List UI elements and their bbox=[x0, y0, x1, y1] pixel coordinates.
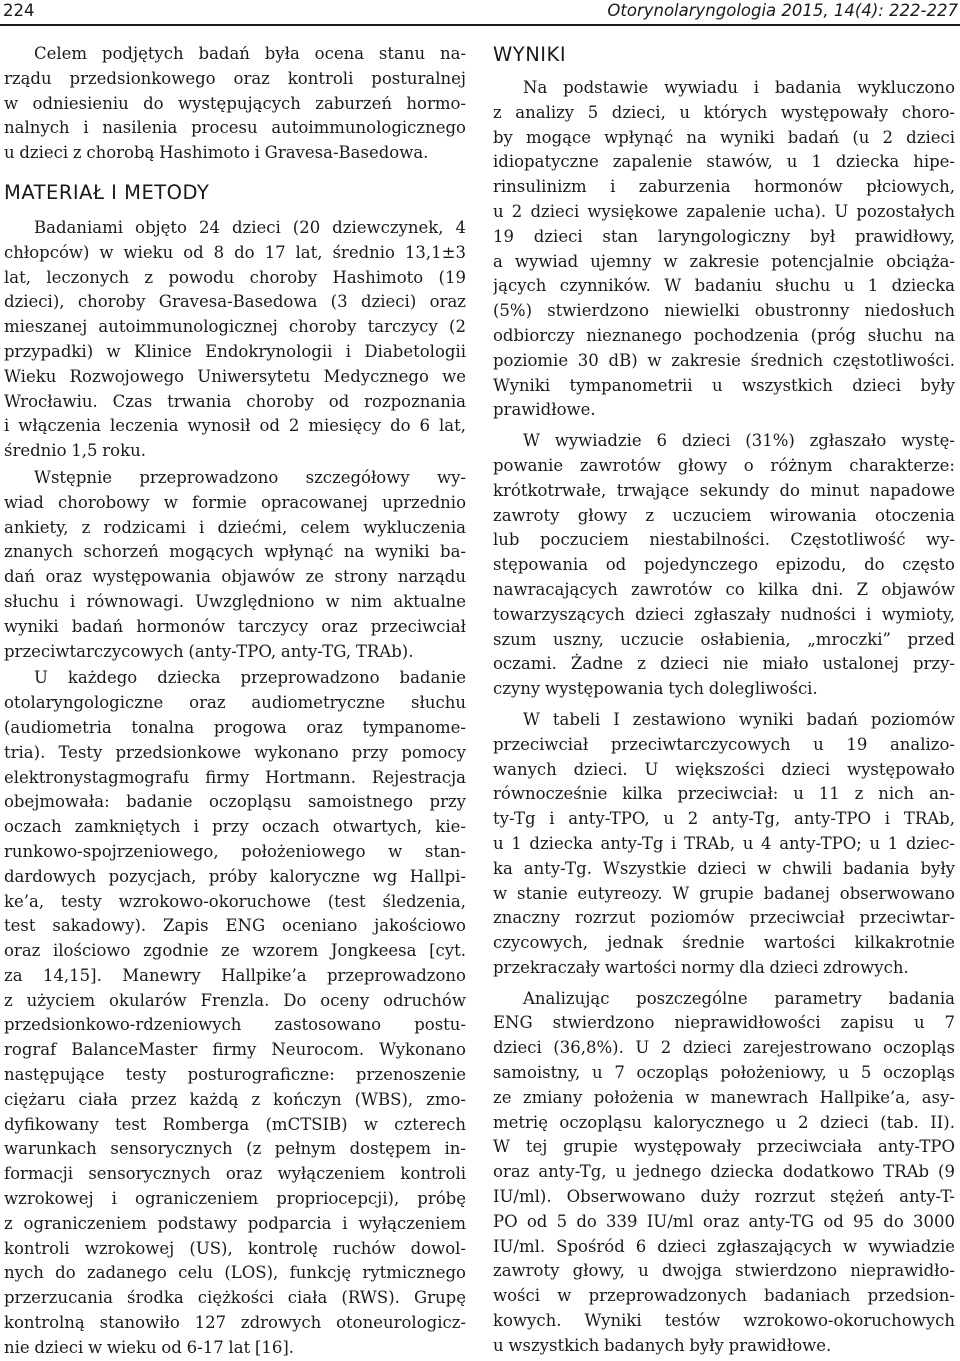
methods-paragraph-line: dań oraz występowania objawów ze strony narządu bbox=[4, 567, 466, 587]
left-column bbox=[4, 42, 466, 1361]
methods-paragraph-line: przerzucania środka ciężkości ciała (RWS). Grupę bbox=[4, 1288, 466, 1308]
results-paragraph-line: ENG stwierdzono nieprawidłowości zapisu u 7 bbox=[493, 1013, 955, 1033]
section-heading-methods: MATERIAŁ I METODY bbox=[4, 180, 210, 204]
results-paragraph-line: powanie zawrotów głowy o różnym charakterze: bbox=[493, 455, 955, 475]
results-paragraph-line: towarzyszących dzieci zgłaszały nudności i wymioty, bbox=[493, 604, 955, 624]
methods-paragraph-line: przeciwtarczycowych (anty-TPO, anty-TG, TRAb). bbox=[4, 641, 414, 661]
results-paragraph-line: zawroty głowy z uczuciem wirowania otoczenia bbox=[493, 505, 955, 525]
results-paragraph-line: Wyniki tympanometrii u wszystkich dzieci były bbox=[493, 375, 955, 395]
methods-paragraph-line: kontrolną stanowiło 127 zdrowych otoneurologicz- bbox=[4, 1313, 466, 1333]
results-paragraph-line: odbiorczy nieznanego pochodzenia (próg słuchu na bbox=[493, 325, 955, 345]
right-column bbox=[493, 42, 955, 1359]
results-paragraph-line: kowych. Wyniki testów wzrokowo-okoruchowych bbox=[493, 1311, 955, 1331]
methods-paragraph-line: (audiometria tonalna progowa oraz tympanome- bbox=[4, 717, 466, 737]
methods-paragraph-line: przypadki) w Klinice Endokrynologii i Diabetologii bbox=[4, 341, 466, 361]
results-paragraph-line: Na podstawie wywiadu i badania wykluczono bbox=[523, 78, 955, 97]
methods-paragraph-line: chłopców) w wieku od 8 do 17 lat, średnio 13,1±3 bbox=[4, 242, 466, 262]
results-paragraph-line: równocześnie kilka przeciwciał: u 11 z nich an- bbox=[493, 784, 955, 804]
intro-paragraph-line: Celem podjętych badań była ocena stanu na- bbox=[34, 44, 466, 63]
results-paragraph-line: zawroty głowy, u dwojga stwierdzono nieprawidło- bbox=[493, 1261, 955, 1281]
results-paragraph-line: nawracających zawrotów co kilka dni. Z objawów bbox=[493, 579, 955, 599]
results-paragraph-line: samoistny, u 7 oczopląs położeniowy, u 5 oczopląs bbox=[493, 1063, 955, 1083]
results-paragraph-line: u wszystkich badanych były prawidłowe. bbox=[493, 1335, 832, 1355]
results-paragraph-line: stępowania od pojedynczego epizodu, do często bbox=[493, 555, 955, 575]
methods-paragraph-line: słuchu i równowagi. Uwzględniono w nim aktualne bbox=[4, 591, 466, 611]
results-paragraph-line: 19 dzieci stan laryngologiczny był prawidłowy, bbox=[493, 226, 955, 246]
methods-paragraph-line: wyniki badań hormonów tarczycy oraz przeciwciał bbox=[4, 616, 466, 636]
methods-paragraph-line: obejmowała: badanie oczopląsu samoistnego przy bbox=[4, 792, 466, 812]
methods-paragraph-line: tria). Testy przedsionkowe wykonano przy pomocy bbox=[4, 742, 466, 762]
results-paragraph-line: ka anty-Tg. Wszystkie dzieci w chwili badania były bbox=[493, 858, 955, 878]
results-paragraph-line: W tabeli I zestawiono wyniki badań poziomów bbox=[523, 709, 955, 729]
methods-paragraph-line: z ograniczeniem podstawy podparcia i wyłączeniem bbox=[4, 1213, 466, 1233]
methods-paragraph-line: rograf BalanceMaster firmy Neurocom. Wykonano bbox=[4, 1040, 466, 1060]
results-paragraph-line: dzieci (36,8%). U 2 dzieci zarejestrowano oczopląs bbox=[493, 1038, 955, 1058]
results-paragraph-line: u 1 dziecka anty-Tg i TRAb, u 4 anty-TPO; u 1 dziec- bbox=[493, 833, 955, 853]
methods-paragraph-line: Wieku Rozwojowego Uniwersytetu Medycznego we bbox=[4, 366, 466, 386]
methods-paragraph-line: następujące testy posturograficzne: przenoszenie bbox=[4, 1065, 466, 1085]
methods-paragraph-line: przedsionkowo-rdzeniowych zastosowano postu- bbox=[4, 1015, 466, 1035]
methods-paragraph-line: wzrokowej i ograniczeniem propriocepcji), próbę bbox=[4, 1189, 466, 1209]
methods-paragraph-line: kontroli wzrokowej (US), kontrolę ruchów dowol- bbox=[4, 1238, 466, 1258]
results-paragraph-line: (5%) stwierdzono niewielki obustronny niedosłuch bbox=[493, 301, 955, 321]
results-paragraph-line: w stanie eutyreozy. W grupie badanej obserwowano bbox=[493, 883, 955, 903]
methods-paragraph-line: dardowych pozycjach, próby kaloryczne wg Hallpi- bbox=[4, 866, 466, 886]
methods-paragraph-line: Badaniami objęto 24 dzieci (20 dziewczynek, 4 bbox=[34, 217, 466, 237]
results-paragraph-line: szum uszny, uczucie osłabienia, „mroczki” przed bbox=[493, 629, 955, 649]
methods-paragraph-line: lat, leczonych z powodu choroby Hashimoto (19 bbox=[4, 267, 466, 287]
results-paragraph-line: IU/ml). Obserwowano duży rozrzut stężeń anty-T- bbox=[493, 1187, 955, 1207]
intro-paragraph-line: nalnych i nasilenia procesu autoimmunologicznego bbox=[4, 118, 466, 138]
methods-paragraph-line: znanych schorzeń mogących wpłynąć na wyniki ba- bbox=[4, 542, 466, 562]
results-paragraph-line: znaczny rozrzut poziomów przeciwciał przeciwtar- bbox=[493, 908, 955, 928]
methods-paragraph-line: mieszanej autoimmunologicznej choroby tarczycy (2 bbox=[4, 317, 466, 337]
methods-paragraph-line: formacji sensorycznych oraz wyłączeniem kontroli bbox=[4, 1164, 466, 1184]
intro-paragraph-line: w odniesieniu do występujących zaburzeń hormo- bbox=[4, 93, 466, 113]
methods-paragraph-line: Wrocławiu. Czas trwania choroby od rozpoznania bbox=[4, 391, 466, 411]
results-paragraph-line: z analizy 5 dzieci, u których występowały choro- bbox=[493, 102, 955, 122]
methods-paragraph-line: elektronystagmografu firmy Hortmann. Rejestracja bbox=[4, 767, 466, 787]
running-header bbox=[0, 0, 960, 26]
results-paragraph-line: przeciwciał przeciwtarczycowych u 19 analizo- bbox=[493, 734, 955, 754]
results-paragraph-line: przekraczały wartości normy dla dzieci zdrowych. bbox=[493, 957, 909, 977]
results-paragraph-line: a wywiad ujemny w zakresie potencjalnie obciąża- bbox=[493, 251, 955, 271]
methods-paragraph-line: oraz ilościowo zgodnie ze wzorem Jongkeesa [cyt. bbox=[4, 941, 466, 961]
results-paragraph-line: prawidłowe. bbox=[493, 400, 596, 420]
results-paragraph-line: wanych dzieci. U większości dzieci występowało bbox=[493, 759, 955, 779]
methods-paragraph-line: ankiety, z rodzicami i dziećmi, celem wykluczenia bbox=[4, 517, 466, 537]
methods-paragraph-line: warunkach sensorycznych (z pełnym dostępem in- bbox=[4, 1139, 466, 1159]
methods-paragraph-line: za 14,15]. Manewry Hallpike’a przeprowadzono bbox=[4, 965, 466, 985]
methods-paragraph-line: runkowo-spojrzeniowego, położeniowego w stan- bbox=[4, 841, 466, 861]
results-paragraph-line: rinsulinizm i zaburzenia hormonów płciowych, bbox=[493, 177, 955, 197]
intro-paragraph-line: u dzieci z chorobą Hashimoto i Gravesa-Basedowa. bbox=[4, 143, 429, 163]
results-paragraph-line: ty-Tg i anty-TPO, u 2 anty-Tg, anty-TPO i TRAb, bbox=[493, 809, 955, 829]
results-paragraph-line: lub poczuciem niestabilności. Częstotliwość wy- bbox=[493, 530, 955, 550]
methods-paragraph-line: i włączenia leczenia wynosił od 2 miesięcy do 6 lat, bbox=[4, 416, 466, 436]
results-paragraph-line: PO od 5 do 339 IU/ml oraz anty-TG od 95 do 3000 bbox=[493, 1211, 955, 1231]
results-paragraph-line: jących czynników. W badaniu słuchu u 1 dziecka bbox=[493, 276, 955, 296]
results-paragraph-line: W tej grupie występowały przeciwciała anty-TPO bbox=[493, 1137, 955, 1157]
results-paragraph-line: czyny występowania tych dolegliwości. bbox=[493, 679, 818, 699]
results-paragraph-line: idiopatyczne zapalenie stawów, u 1 dziecka hipe- bbox=[493, 152, 955, 172]
intro-paragraph-line: rządu przedsionkowego oraz kontroli posturalnej bbox=[4, 68, 466, 88]
methods-paragraph-line: z użyciem okularów Frenzla. Do oceny odruchów bbox=[4, 990, 466, 1010]
methods-paragraph-line: dzieci), choroby Gravesa-Basedowa (3 dzieci) oraz bbox=[4, 292, 466, 312]
methods-paragraph-line: ke’a, testy wzrokowo-okoruchowe (test śledzenia, bbox=[4, 891, 466, 911]
methods-paragraph-line: U każdego dziecka przeprowadzono badanie bbox=[34, 668, 466, 688]
section-heading-results: WYNIKI bbox=[493, 43, 567, 66]
results-paragraph-line: krótkotrwałe, trwające sekundy do minut napadowe bbox=[493, 480, 955, 500]
methods-paragraph-line: wiad chorobowy w formie opracowanej uprzednio bbox=[4, 492, 466, 512]
results-paragraph-line: W wywiadzie 6 dzieci (31%) zgłaszało wystę- bbox=[523, 431, 955, 451]
methods-paragraph-line: nie dzieci w wieku od 6-17 lat [16]. bbox=[4, 1337, 295, 1357]
results-paragraph-line: oraz anty-Tg, u jednego dziecka dodatkowo TRAb (9 bbox=[493, 1162, 955, 1182]
methods-paragraph-line: otolaryngologiczne oraz audiometryczne słuchu bbox=[4, 693, 466, 713]
methods-paragraph-line: średnio 1,5 roku. bbox=[4, 441, 146, 461]
results-paragraph-line: czycowych, jednak średnie wartości kilkakrotnie bbox=[493, 933, 955, 953]
methods-paragraph-line: Wstępnie przeprowadzono szczegółowy wy- bbox=[34, 467, 466, 487]
page-number: 224 bbox=[3, 1, 35, 20]
results-paragraph-line: Analizując poszczególne parametry badania bbox=[523, 988, 955, 1008]
journal-citation: Otorynolaryngologia 2015, 14(4): 222-227 bbox=[607, 1, 958, 20]
results-paragraph-line: oczami. Żadne z dzieci nie miało ustalonej przy- bbox=[493, 654, 955, 674]
methods-paragraph-line: test sakadowy). Zapis ENG oceniano jakościowo bbox=[4, 916, 466, 936]
methods-paragraph-line: dyfikowany test Romberga (mCTSIB) w czterech bbox=[4, 1114, 466, 1134]
results-paragraph-line: by mogące wpłynąć na wyniki badań (u 2 dzieci bbox=[493, 127, 955, 147]
methods-paragraph-line: oczach zamkniętych i przy oczach otwartych, kie- bbox=[4, 817, 466, 837]
results-paragraph-line: wości w przeprowadzonych badaniach przedsion- bbox=[493, 1286, 955, 1306]
results-paragraph-line: poziomie 30 dB) w zakresie średnich częstotliwości. bbox=[493, 350, 955, 370]
results-paragraph-line: ze zmiany położenia w manewrach Hallpike’a, asy- bbox=[493, 1087, 955, 1107]
results-paragraph-line: u 2 dzieci wysiękowe zapalenie ucha). U pozostałych bbox=[493, 201, 955, 221]
methods-paragraph-line: ciężaru ciała przez każdą z kończyn (WBS), zmo- bbox=[4, 1089, 466, 1109]
results-paragraph-line: metrię oczopląsu kalorycznego u 2 dzieci (tab. II). bbox=[493, 1112, 955, 1132]
results-paragraph-line: IU/ml. Spośród 6 dzieci zgłaszających w wywiadzie bbox=[493, 1236, 955, 1256]
methods-paragraph-line: nych do zadanego celu (LOS), funkcję rytmicznego bbox=[4, 1263, 466, 1283]
